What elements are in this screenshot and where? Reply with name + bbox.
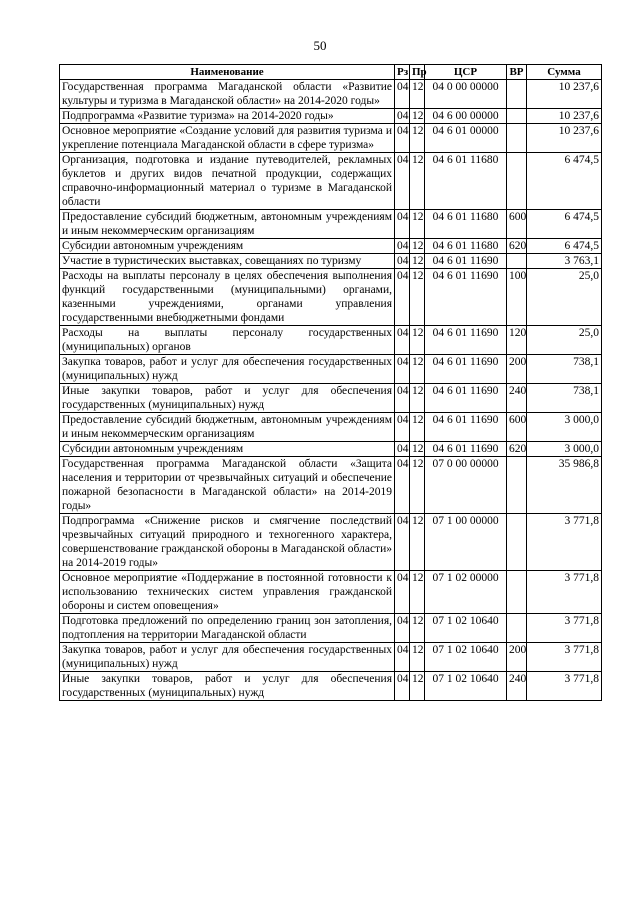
row-pr-cell: 12 xyxy=(410,672,425,701)
row-rz-cell: 04 xyxy=(395,80,410,109)
row-sum-cell: 738,1 xyxy=(527,384,602,413)
row-rz-cell: 04 xyxy=(395,457,410,514)
row-csr-cell: 04 6 00 00000 xyxy=(425,109,507,124)
row-name-cell: Субсидии автономным учреждениям xyxy=(60,239,395,254)
page-number: 50 xyxy=(313,38,327,53)
header-name: Наименование xyxy=(60,65,395,80)
row-name-cell: Государственная программа Магаданской области «Развитие культуры и туризма в Магаданской области» на 2014-2020 годы» xyxy=(60,80,395,109)
row-vr-cell xyxy=(507,153,527,210)
row-vr-cell: 240 xyxy=(507,672,527,701)
row-vr-cell xyxy=(507,571,527,614)
row-csr-cell: 04 6 01 11680 xyxy=(425,153,507,210)
row-sum-cell: 3 771,8 xyxy=(527,614,602,643)
table-row xyxy=(60,254,602,269)
row-pr-cell: 12 xyxy=(410,80,425,109)
row-sum-cell: 3 771,8 xyxy=(527,643,602,672)
row-sum-cell: 6 474,5 xyxy=(527,210,602,239)
row-pr-cell: 12 xyxy=(410,210,425,239)
row-csr-cell: 07 0 00 00000 xyxy=(425,457,507,514)
row-csr-cell: 04 6 01 11690 xyxy=(425,355,507,384)
row-rz-cell: 04 xyxy=(395,326,410,355)
row-csr-cell: 07 1 02 10640 xyxy=(425,672,507,701)
row-pr-cell: 12 xyxy=(410,643,425,672)
row-pr-cell: 12 xyxy=(410,614,425,643)
row-pr-cell: 12 xyxy=(410,413,425,442)
table-row xyxy=(60,413,602,442)
row-sum-cell: 35 986,8 xyxy=(527,457,602,514)
table-row xyxy=(60,239,602,254)
row-csr-cell: 07 1 02 10640 xyxy=(425,643,507,672)
row-pr-cell: 12 xyxy=(410,384,425,413)
row-sum-cell: 6 474,5 xyxy=(527,239,602,254)
row-csr-cell: 04 6 01 11690 xyxy=(425,254,507,269)
row-name-cell: Расходы на выплаты персоналу государственных (муниципальных) органов xyxy=(60,326,395,355)
row-rz-cell: 04 xyxy=(395,413,410,442)
header-sum: Сумма xyxy=(527,65,602,80)
row-pr-cell: 12 xyxy=(410,457,425,514)
row-rz-cell: 04 xyxy=(395,514,410,571)
row-vr-cell: 620 xyxy=(507,239,527,254)
row-vr-cell: 600 xyxy=(507,210,527,239)
row-name-cell: Государственная программа Магаданской области «Защита населения и территории от чрезвычайных ситуаций и обеспечение пожарной безопасности в Магаданской области» на 2014-2019 годы» xyxy=(60,457,395,514)
row-vr-cell xyxy=(507,109,527,124)
row-rz-cell: 04 xyxy=(395,571,410,614)
row-vr-cell: 200 xyxy=(507,643,527,672)
row-rz-cell: 04 xyxy=(395,109,410,124)
row-rz-cell: 04 xyxy=(395,442,410,457)
table-row xyxy=(60,326,602,355)
row-csr-cell: 07 1 00 00000 xyxy=(425,514,507,571)
row-name-cell: Участие в туристических выставках, совещаниях по туризму xyxy=(60,254,395,269)
row-rz-cell: 04 xyxy=(395,239,410,254)
row-rz-cell: 04 xyxy=(395,210,410,239)
row-vr-cell xyxy=(507,124,527,153)
header-rz: Рз xyxy=(395,65,410,80)
row-name-cell: Подпрограмма «Развитие туризма» на 2014-2020 годы» xyxy=(60,109,395,124)
row-pr-cell: 12 xyxy=(410,109,425,124)
row-name-cell: Организация, подготовка и издание путеводителей, рекламных буклетов и других видов печатной продукции, содержащих справочно-информационный материал о туризме в Магаданской области xyxy=(60,153,395,210)
row-name-cell: Подпрограмма «Снижение рисков и смягчение последствий чрезвычайных ситуаций природного и техногенного характера, совершенствование гражданской обороны в Магаданской области» на 2014-2019 годы» xyxy=(60,514,395,571)
row-name-cell: Предоставление субсидий бюджетным, автономным учреждениям и иным некоммерческим организациям xyxy=(60,413,395,442)
row-csr-cell: 04 6 01 11690 xyxy=(425,326,507,355)
row-pr-cell: 12 xyxy=(410,442,425,457)
row-name-cell: Основное мероприятие «Поддержание в постоянной готовности к использованию технических систем управления гражданской обороны и систем оповещения» xyxy=(60,571,395,614)
row-name-cell: Расходы на выплаты персоналу в целях обеспечения выполнения функций государственными (муниципальными) органами, казенными учреждениями, органами управления государственными внебюджетными фондами xyxy=(60,269,395,326)
row-csr-cell: 04 6 01 00000 xyxy=(425,124,507,153)
row-rz-cell: 04 xyxy=(395,355,410,384)
table-row xyxy=(60,124,602,153)
row-csr-cell: 04 6 01 11690 xyxy=(425,413,507,442)
table-row xyxy=(60,80,602,109)
row-csr-cell: 07 1 02 10640 xyxy=(425,614,507,643)
table-row xyxy=(60,571,602,614)
row-csr-cell: 04 6 01 11680 xyxy=(425,210,507,239)
row-csr-cell: 04 6 01 11690 xyxy=(425,269,507,326)
table-row xyxy=(60,153,602,210)
table-row xyxy=(60,210,602,239)
row-vr-cell xyxy=(507,514,527,571)
table-body xyxy=(60,80,602,701)
row-sum-cell: 3 000,0 xyxy=(527,413,602,442)
row-sum-cell: 10 237,6 xyxy=(527,109,602,124)
row-csr-cell: 04 6 01 11690 xyxy=(425,384,507,413)
table-row xyxy=(60,514,602,571)
header-csr: ЦСР xyxy=(425,65,507,80)
row-name-cell: Иные закупки товаров, работ и услуг для обеспечения государственных (муниципальных) нужд xyxy=(60,672,395,701)
table-header-row xyxy=(60,65,602,80)
row-sum-cell: 25,0 xyxy=(527,326,602,355)
row-vr-cell: 200 xyxy=(507,355,527,384)
row-vr-cell: 620 xyxy=(507,442,527,457)
table-row xyxy=(60,614,602,643)
row-name-cell: Предоставление субсидий бюджетным, автономным учреждениям и иным некоммерческим организациям xyxy=(60,210,395,239)
row-csr-cell: 07 1 02 00000 xyxy=(425,571,507,614)
row-pr-cell: 12 xyxy=(410,514,425,571)
row-vr-cell xyxy=(507,254,527,269)
table-row xyxy=(60,355,602,384)
row-csr-cell: 04 6 01 11680 xyxy=(425,239,507,254)
row-pr-cell: 12 xyxy=(410,239,425,254)
row-rz-cell: 04 xyxy=(395,672,410,701)
row-rz-cell: 04 xyxy=(395,254,410,269)
row-sum-cell: 738,1 xyxy=(527,355,602,384)
row-rz-cell: 04 xyxy=(395,614,410,643)
row-sum-cell: 3 000,0 xyxy=(527,442,602,457)
row-vr-cell: 100 xyxy=(507,269,527,326)
row-name-cell: Иные закупки товаров, работ и услуг для обеспечения государственных (муниципальных) нужд xyxy=(60,384,395,413)
row-vr-cell: 120 xyxy=(507,326,527,355)
row-pr-cell: 12 xyxy=(410,571,425,614)
table-row xyxy=(60,672,602,701)
row-pr-cell: 12 xyxy=(410,355,425,384)
row-sum-cell: 10 237,6 xyxy=(527,80,602,109)
row-name-cell: Субсидии автономным учреждениям xyxy=(60,442,395,457)
row-vr-cell: 240 xyxy=(507,384,527,413)
row-name-cell: Закупка товаров, работ и услуг для обеспечения государственных (муниципальных) нужд xyxy=(60,643,395,672)
row-sum-cell: 3 771,8 xyxy=(527,514,602,571)
row-csr-cell: 04 0 00 00000 xyxy=(425,80,507,109)
row-pr-cell: 12 xyxy=(410,153,425,210)
row-sum-cell: 25,0 xyxy=(527,269,602,326)
row-pr-cell: 12 xyxy=(410,269,425,326)
row-rz-cell: 04 xyxy=(395,153,410,210)
row-rz-cell: 04 xyxy=(395,384,410,413)
table-row xyxy=(60,442,602,457)
row-pr-cell: 12 xyxy=(410,326,425,355)
header-vr: ВР xyxy=(507,65,527,80)
row-vr-cell xyxy=(507,80,527,109)
row-sum-cell: 6 474,5 xyxy=(527,153,602,210)
table-row xyxy=(60,384,602,413)
table-row xyxy=(60,457,602,514)
budget-table xyxy=(59,64,602,701)
row-sum-cell: 3 771,8 xyxy=(527,571,602,614)
row-sum-cell: 3 771,8 xyxy=(527,672,602,701)
table-row xyxy=(60,643,602,672)
header-pr: Пр xyxy=(410,65,425,80)
row-name-cell: Закупка товаров, работ и услуг для обеспечения государственных (муниципальных) нужд xyxy=(60,355,395,384)
row-rz-cell: 04 xyxy=(395,269,410,326)
table-row xyxy=(60,109,602,124)
row-name-cell: Основное мероприятие «Создание условий для развития туризма и укрепление потенциала Магаданской области в сфере туризма» xyxy=(60,124,395,153)
row-vr-cell xyxy=(507,457,527,514)
row-sum-cell: 3 763,1 xyxy=(527,254,602,269)
row-pr-cell: 12 xyxy=(410,124,425,153)
row-sum-cell: 10 237,6 xyxy=(527,124,602,153)
row-rz-cell: 04 xyxy=(395,124,410,153)
row-vr-cell: 600 xyxy=(507,413,527,442)
row-csr-cell: 04 6 01 11690 xyxy=(425,442,507,457)
row-name-cell: Подготовка предложений по определению границ зон затопления, подтопления на территории Магаданской области xyxy=(60,614,395,643)
row-rz-cell: 04 xyxy=(395,643,410,672)
row-pr-cell: 12 xyxy=(410,254,425,269)
row-vr-cell xyxy=(507,614,527,643)
table-row xyxy=(60,269,602,326)
